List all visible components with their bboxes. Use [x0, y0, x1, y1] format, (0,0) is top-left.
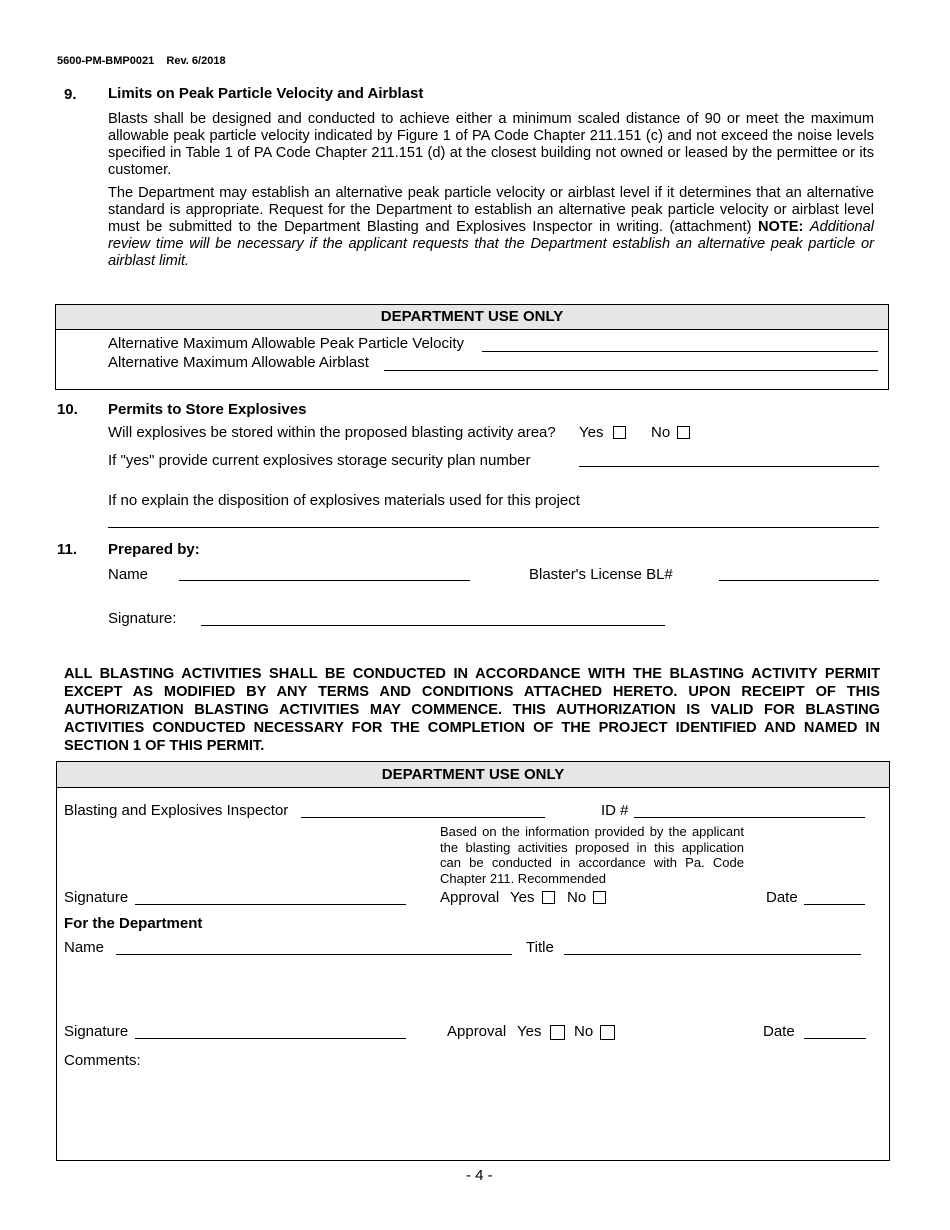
comments-label: Comments:: [64, 1052, 141, 1069]
storage-yes-label: Yes: [579, 424, 604, 441]
section-11-number: 11.: [57, 541, 78, 558]
blaster-license-label: Blaster's License BL#: [529, 566, 673, 583]
alt-ppv-field[interactable]: [482, 351, 878, 352]
note-label: NOTE:: [757, 219, 804, 235]
dept-date-field[interactable]: [804, 1038, 866, 1039]
for-department-label: For the Department: [64, 915, 203, 932]
dept-yes-label: Yes: [517, 1023, 542, 1040]
recommended-no-checkbox[interactable]: [593, 891, 606, 904]
recommended-no-label: No: [567, 889, 587, 906]
inspector-label: Blasting and Explosives Inspector: [64, 802, 289, 819]
dept-title-field[interactable]: [564, 954, 861, 955]
authorization-notice: ALL BLASTING ACTIVITIES SHALL BE CONDUCTED IN ACCORDANCE WITH THE BLASTING ACTIVITY PERMIT EXCEPT AS MODIFIED BY ANY TERMS AND CONDITIONS ATTACHED HERETO. UPON RECEIPT OF THIS AUTHORIZATION BLASTING ACTIVITIES MAY COMMENCE. THIS AUTHORIZATION IS VALID FOR BLASTING ACTIVITIES CONDUCTED NECESSARY FOR THE COMPLETION OF THE PROJECT IDENTIFIED AND NAMED IN SECTION 1 OF THIS PERMIT.: [64, 666, 880, 754]
dept-approval-label: Approval: [447, 1023, 507, 1040]
recommended-date-field[interactable]: [804, 904, 865, 905]
storage-no-checkbox[interactable]: [677, 426, 690, 439]
section-9-paragraph-2: [108, 185, 874, 270]
recommended-yes-label: Yes: [510, 889, 535, 906]
explain-disposition-field[interactable]: [108, 527, 879, 528]
dept-name-field[interactable]: [116, 954, 512, 955]
section-10-number: 10.: [57, 401, 78, 418]
dept-signature-label: Signature: [64, 1023, 129, 1040]
dept-date-label: Date: [763, 1023, 795, 1040]
inspector-field[interactable]: [301, 817, 545, 818]
recommendation-text: Based on the information provided by the applicant the blasting activities proposed in this application can be conducted in accordance with Pa. Code Chapter 211. Recommended: [440, 824, 744, 886]
section-9-paragraph-1: Blasts shall be designed and conducted to achieve either a minimum scaled distance of 90 or meet the maximum allowable peak particle velocity indicated by Figure 1 of PA Code Chapter 211.151 (c) and not exceed the noise levels specified in Table 1 of PA Code Chapter 211.151 (d) at the closest building not owned or leased by the permittee or its customer.: [108, 111, 874, 178]
form-id: 5600-PM-BMP0021 Rev. 6/2018: [57, 55, 226, 67]
section-9-number: 9.: [64, 86, 77, 103]
recommended-approval-label: Approval: [440, 889, 500, 906]
page-number: - 4 -: [466, 1167, 493, 1184]
storage-question: Will explosives be stored within the proposed blasting activity area?: [108, 424, 556, 441]
dept-name-label: Name: [64, 939, 105, 956]
section-9-title: Limits on Peak Particle Velocity and Airblast: [108, 85, 424, 102]
storage-no-label: No: [651, 424, 671, 441]
note-text: Additional review time will be necessary if the applicant requests that the Department establish an alternative peak particle or airblast limit.: [108, 219, 874, 269]
security-plan-field[interactable]: [579, 466, 879, 467]
preparer-signature-label: Signature:: [108, 610, 177, 627]
storage-yes-checkbox[interactable]: [613, 426, 626, 439]
recommended-date-label: Date: [766, 889, 798, 906]
section-11-title: Prepared by:: [108, 541, 200, 558]
inspector-signature-label: Signature: [64, 889, 129, 906]
blaster-license-field[interactable]: [719, 580, 879, 581]
alt-ppv-label: Alternative Maximum Allowable Peak Particle Velocity: [108, 335, 464, 352]
dept-title-label: Title: [526, 939, 554, 956]
section-9-paragraph-2-text: The Department may establish an alternative peak particle velocity or airblast level if it determines that an alternative standard is appropriate. Request for the Department to establish an alternative peak particle velocity or airblast level must be submitted to the Department Blasting and Explosives Inspector in writing. (attachment): [108, 185, 874, 235]
preparer-name-label: Name: [108, 566, 149, 583]
recommended-yes-checkbox[interactable]: [542, 891, 555, 904]
dept-no-label: No: [574, 1023, 594, 1040]
dept-use-heading-1: DEPARTMENT USE ONLY: [56, 305, 888, 330]
dept-no-checkbox[interactable]: [600, 1025, 615, 1040]
alt-airblast-label: Alternative Maximum Allowable Airblast: [108, 354, 369, 371]
dept-signature-field[interactable]: [135, 1038, 406, 1039]
inspector-id-field[interactable]: [634, 817, 865, 818]
inspector-signature-field[interactable]: [135, 904, 406, 905]
preparer-signature-field[interactable]: [201, 625, 665, 626]
dept-yes-checkbox[interactable]: [550, 1025, 565, 1040]
comments-area[interactable]: [64, 1072, 880, 1152]
preparer-name-field[interactable]: [179, 580, 470, 581]
alt-airblast-field[interactable]: [384, 370, 878, 371]
inspector-id-label: ID #: [601, 802, 629, 819]
dept-use-heading-2: DEPARTMENT USE ONLY: [57, 762, 889, 788]
section-10-title: Permits to Store Explosives: [108, 401, 307, 418]
explain-disposition-label: If no explain the disposition of explosives materials used for this project: [108, 492, 580, 509]
security-plan-label: If "yes" provide current explosives storage security plan number: [108, 452, 531, 469]
